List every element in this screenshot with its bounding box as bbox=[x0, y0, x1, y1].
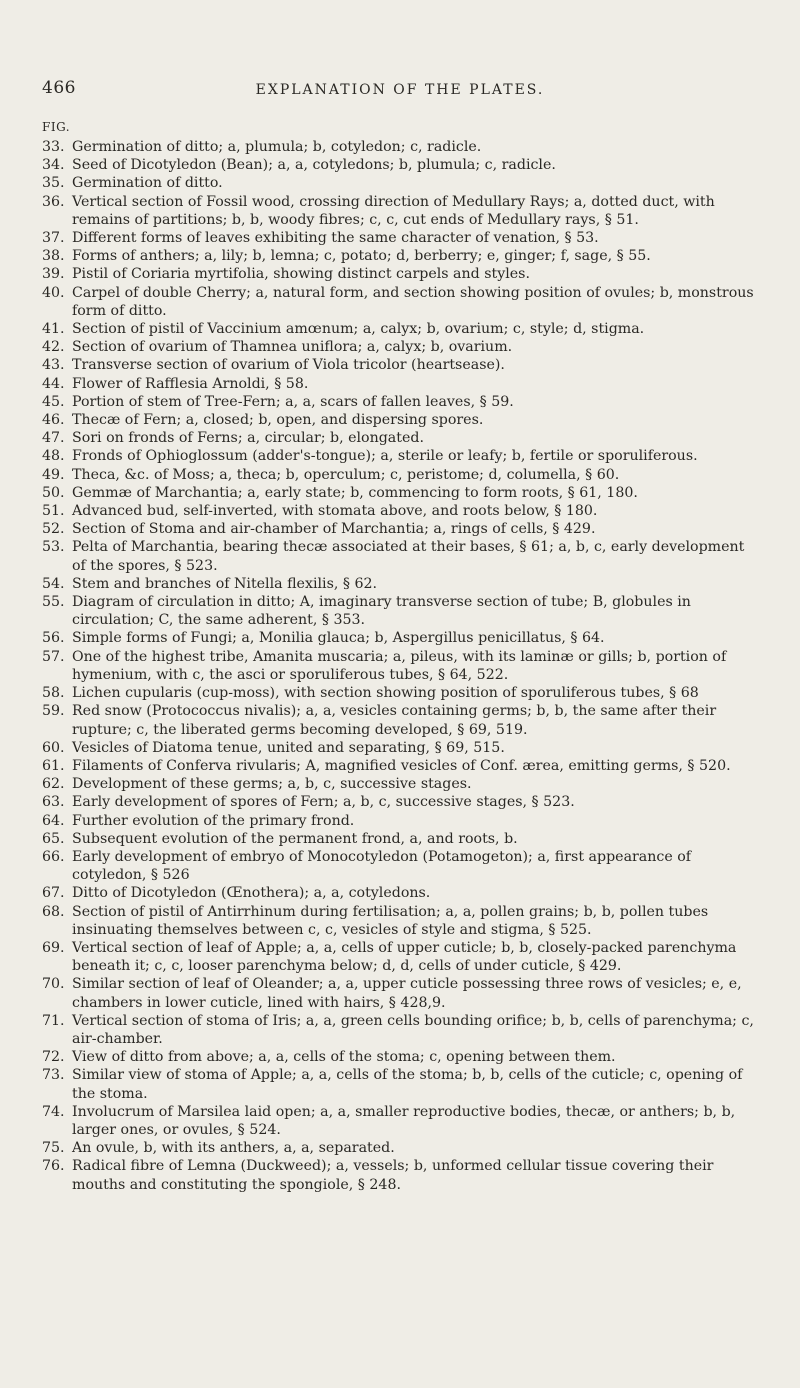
figure-description: Section of Stoma and air-chamber of Marchantia; a, rings of cells, § 429. bbox=[72, 521, 596, 538]
figure-number: 52. bbox=[42, 521, 65, 538]
figure-description: Flower of Rafflesia Arnoldi, § 58. bbox=[72, 375, 309, 392]
figure-number: 67. bbox=[42, 885, 65, 902]
figure-entry bbox=[42, 903, 762, 939]
figure-entry bbox=[42, 356, 762, 374]
figure-entry bbox=[42, 939, 762, 975]
figure-description: Advanced bud, self-inverted, with stomata above, and roots below, § 180. bbox=[72, 503, 598, 520]
figure-description: Different forms of leaves exhibiting the same character of venation, § 53. bbox=[72, 230, 599, 247]
figure-description: Lichen cupularis (cup-moss), with section showing position of sporuliferous tubes, § 68 bbox=[72, 685, 699, 702]
figure-description: Similar section of leaf of Oleander; a, a, upper cuticle possessing three rows of vesicles; e, e, chambers in lower cuticle, lined with hairs, § 428,9. bbox=[72, 976, 742, 1011]
figure-entry bbox=[42, 429, 762, 447]
figure-description: Section of ovarium of Thamnea uniflora; a, calyx; b, ovarium. bbox=[72, 339, 513, 356]
figure-description: Section of pistil of Vaccinium amœnum; a, calyx; b, ovarium; c, style; d, stigma. bbox=[72, 321, 645, 338]
figure-entry bbox=[42, 757, 762, 775]
figure-description: Vertical section of Fossil wood, crossing direction of Medullary Rays; a, dotted duct, with remains of partitions; b, b, woody fibres; c, c, cut ends of Medullary rays, § 51. bbox=[72, 193, 715, 228]
figure-description: Vertical section of leaf of Apple; a, a, cells of upper cuticle; b, b, closely-packed parenchyma beneath it; c, c, looser parenchyma below; d, d, cells of under cuticle, § 429. bbox=[72, 939, 737, 975]
figure-number: 70. bbox=[42, 976, 65, 993]
running-title: EXPLANATION OF THE PLATES. bbox=[255, 82, 545, 98]
figure-number: 57. bbox=[42, 648, 65, 665]
figure-number: 69. bbox=[42, 939, 65, 956]
figure-description: View of ditto from above; a, a, cells of the stoma; c, opening between them. bbox=[72, 1049, 616, 1066]
figure-number: 65. bbox=[42, 830, 65, 847]
figure-entry bbox=[42, 884, 762, 902]
figure-description: Seed of Dicotyledon (Bean); a, a, cotyledons; b, plumula; c, radicle. bbox=[72, 157, 556, 174]
figure-number: 50. bbox=[42, 484, 65, 501]
figure-entry bbox=[42, 629, 762, 647]
figure-number: 48. bbox=[42, 448, 65, 465]
figure-entry bbox=[42, 284, 762, 320]
figure-description: Thecæ of Fern; a, closed; b, open, and dispersing spores. bbox=[72, 412, 484, 429]
fig-column-label: FIG. bbox=[42, 120, 71, 134]
figure-number: 35. bbox=[42, 175, 65, 192]
figure-description: Section of pistil of Antirrhinum during fertilisation; a, a, pollen grains; b, b, pollen tubes insinuating themselves between c, c, vesicles of style and stigma, § 525. bbox=[72, 903, 709, 938]
figure-description: Carpel of double Cherry; a, natural form, and section showing position of ovules; b, monstrous form of ditto. bbox=[72, 284, 754, 319]
figure-number: 41. bbox=[42, 321, 65, 338]
figure-entry bbox=[42, 484, 762, 502]
figure-description: Further evolution of the primary frond. bbox=[72, 812, 355, 829]
figure-entry bbox=[42, 411, 762, 429]
figure-description: Involucrum of Marsilea laid open; a, a, smaller reproductive bodies, thecæ, or anthers; b, b, larger ones, or ovules, § 524. bbox=[72, 1103, 736, 1138]
figure-entry bbox=[42, 793, 762, 811]
figure-description: Vesicles of Diatoma tenue, united and separating, § 69, 515. bbox=[72, 739, 505, 756]
figure-entry bbox=[42, 1066, 762, 1102]
figure-number: 59. bbox=[42, 703, 65, 720]
figure-description: Simple forms of Fungi; a, Monilia glauca; b, Aspergillus penicillatus, § 64. bbox=[72, 630, 605, 647]
figure-entry bbox=[42, 174, 762, 192]
figure-number: 73. bbox=[42, 1067, 65, 1084]
figure-entry bbox=[42, 265, 762, 283]
figure-entry bbox=[42, 702, 762, 738]
figure-number: 45. bbox=[42, 393, 65, 410]
figure-entry bbox=[42, 1157, 762, 1193]
figure-number: 68. bbox=[42, 903, 65, 920]
figure-number: 47. bbox=[42, 430, 65, 447]
figure-number: 51. bbox=[42, 503, 65, 520]
figure-description: Development of these germs; a, b, c, successive stages. bbox=[72, 776, 472, 793]
figure-description: Stem and branches of Nitella flexilis, § 62. bbox=[72, 575, 378, 592]
figure-number: 75. bbox=[42, 1140, 65, 1157]
figure-description: Similar view of stoma of Apple; a, a, cells of the stoma; b, b, cells of the cuticle; c, opening of the stoma. bbox=[72, 1067, 743, 1102]
figure-number: 76. bbox=[42, 1158, 65, 1175]
figure-entry bbox=[42, 975, 762, 1011]
figure-number: 33. bbox=[42, 139, 65, 155]
figure-description: Pistil of Coriaria myrtifolia, showing distinct carpels and styles. bbox=[72, 266, 530, 283]
figure-description: Red snow (Protococcus nivalis); a, a, vesicles containing germs; b, b, the same after their rupture; c, the liberated germs becoming developed, § 69, 519. bbox=[72, 703, 717, 738]
figure-number: 46. bbox=[42, 412, 65, 429]
figure-number: 37. bbox=[42, 230, 65, 247]
figure-entry bbox=[42, 338, 762, 356]
figure-entry bbox=[42, 229, 762, 247]
figure-description: Portion of stem of Tree-Fern; a, a, scars of fallen leaves, § 59. bbox=[72, 393, 514, 410]
figure-number: 56. bbox=[42, 630, 65, 647]
figure-entry bbox=[42, 1139, 762, 1157]
figure-entry bbox=[42, 812, 762, 830]
figure-entry bbox=[42, 775, 762, 793]
figure-entry bbox=[42, 447, 762, 465]
figure-description: One of the highest tribe, Amanita muscaria; a, pileus, with its laminæ or gills; b, portion of hymenium, with c, the asci or sporuliferous tubes, § 64, 522. bbox=[72, 648, 727, 683]
figure-description: Early development of embryo of Monocotyledon (Potamogeton); a, first appearance of cotyledon, § 526 bbox=[72, 848, 692, 884]
figure-entry bbox=[42, 138, 762, 156]
figure-number: 66. bbox=[42, 848, 65, 865]
figure-description: Early development of spores of Fern; a, b, c, successive stages, § 523. bbox=[72, 794, 575, 811]
figure-entry bbox=[42, 593, 762, 629]
figure-description: Transverse section of ovarium of Viola tricolor (heartsease). bbox=[72, 357, 505, 374]
figure-number: 58. bbox=[42, 685, 65, 702]
figure-number: 61. bbox=[42, 757, 65, 774]
figure-number: 72. bbox=[42, 1049, 65, 1066]
figure-entry bbox=[42, 848, 762, 884]
figure-number: 39. bbox=[42, 266, 65, 283]
figure-explanation-list bbox=[42, 138, 762, 1194]
figure-number: 40. bbox=[42, 284, 65, 301]
figure-number: 38. bbox=[42, 248, 65, 265]
figure-number: 64. bbox=[42, 812, 65, 829]
page-number: 466 bbox=[42, 78, 76, 98]
figure-number: 34. bbox=[42, 157, 65, 174]
figure-entry bbox=[42, 1103, 762, 1139]
figure-entry bbox=[42, 1048, 762, 1066]
figure-description: An ovule, b, with its anthers, a, a, separated. bbox=[72, 1140, 395, 1157]
figure-description: Pelta of Marchantia, bearing thecæ associated at their bases, § 61; a, b, c, early development of the spores, § 523. bbox=[72, 539, 745, 574]
figure-entry bbox=[42, 466, 762, 484]
figure-description: Gemmæ of Marchantia; a, early state; b, commencing to form roots, § 61, 180. bbox=[72, 484, 638, 501]
figure-entry bbox=[42, 538, 762, 574]
figure-description: Sori on fronds of Ferns; a, circular; b, elongated. bbox=[72, 430, 424, 447]
figure-description: Germination of ditto; a, plumula; b, cotyledon; c, radicle. bbox=[72, 139, 482, 155]
figure-entry bbox=[42, 393, 762, 411]
figure-description: Filaments of Conferva rivularis; A, magnified vesicles of Conf. ærea, emitting germs, § 520. bbox=[72, 757, 731, 774]
figure-number: 36. bbox=[42, 193, 65, 210]
figure-entry bbox=[42, 375, 762, 393]
figure-entry bbox=[42, 520, 762, 538]
figure-number: 54. bbox=[42, 575, 65, 592]
figure-number: 53. bbox=[42, 539, 65, 556]
figure-number: 60. bbox=[42, 739, 65, 756]
figure-description: Subsequent evolution of the permanent frond, a, and roots, b. bbox=[72, 830, 518, 847]
figure-number: 63. bbox=[42, 794, 65, 811]
figure-number: 71. bbox=[42, 1012, 65, 1029]
figure-entry bbox=[42, 648, 762, 684]
figure-number: 44. bbox=[42, 375, 65, 392]
figure-number: 42. bbox=[42, 339, 65, 356]
figure-entry bbox=[42, 247, 762, 265]
figure-description: Ditto of Dicotyledon (Œnothera); a, a, cotyledons. bbox=[72, 885, 431, 902]
figure-description: Forms of anthers; a, lily; b, lemna; c, potato; d, berberry; e, ginger; f, sage, § 55. bbox=[72, 248, 651, 265]
figure-number: 49. bbox=[42, 466, 65, 483]
figure-description: Theca, &c. of Moss; a, theca; b, operculum; c, peristome; d, columella, § 60. bbox=[72, 466, 620, 483]
figure-entry bbox=[42, 156, 762, 174]
figure-description: Germination of ditto. bbox=[72, 175, 223, 192]
figure-description: Radical fibre of Lemna (Duckweed); a, vessels; b, unformed cellular tissue covering their mouths and constituting the spongiole, § 248. bbox=[72, 1158, 714, 1193]
figure-description: Diagram of circulation in ditto; A, imaginary transverse section of tube; B, globules in circulation; C, the same adherent, § 353. bbox=[72, 594, 691, 629]
figure-entry bbox=[42, 502, 762, 520]
figure-entry bbox=[42, 320, 762, 338]
figure-number: 43. bbox=[42, 357, 65, 374]
figure-description: Fronds of Ophioglossum (adder's-tongue); a, sterile or leafy; b, fertile or sporuliferous. bbox=[72, 448, 698, 465]
figure-entry bbox=[42, 830, 762, 848]
figure-entry bbox=[42, 1012, 762, 1048]
figure-description: Vertical section of stoma of Iris; a, a, green cells bounding orifice; b, b, cells of parenchyma; c, air-chamber. bbox=[72, 1012, 754, 1047]
figure-entry bbox=[42, 739, 762, 757]
figure-number: 62. bbox=[42, 776, 65, 793]
figure-number: 74. bbox=[42, 1103, 65, 1120]
figure-entry bbox=[42, 193, 762, 229]
figure-number: 55. bbox=[42, 594, 65, 611]
figure-entry bbox=[42, 575, 762, 593]
figure-entry bbox=[42, 684, 762, 702]
